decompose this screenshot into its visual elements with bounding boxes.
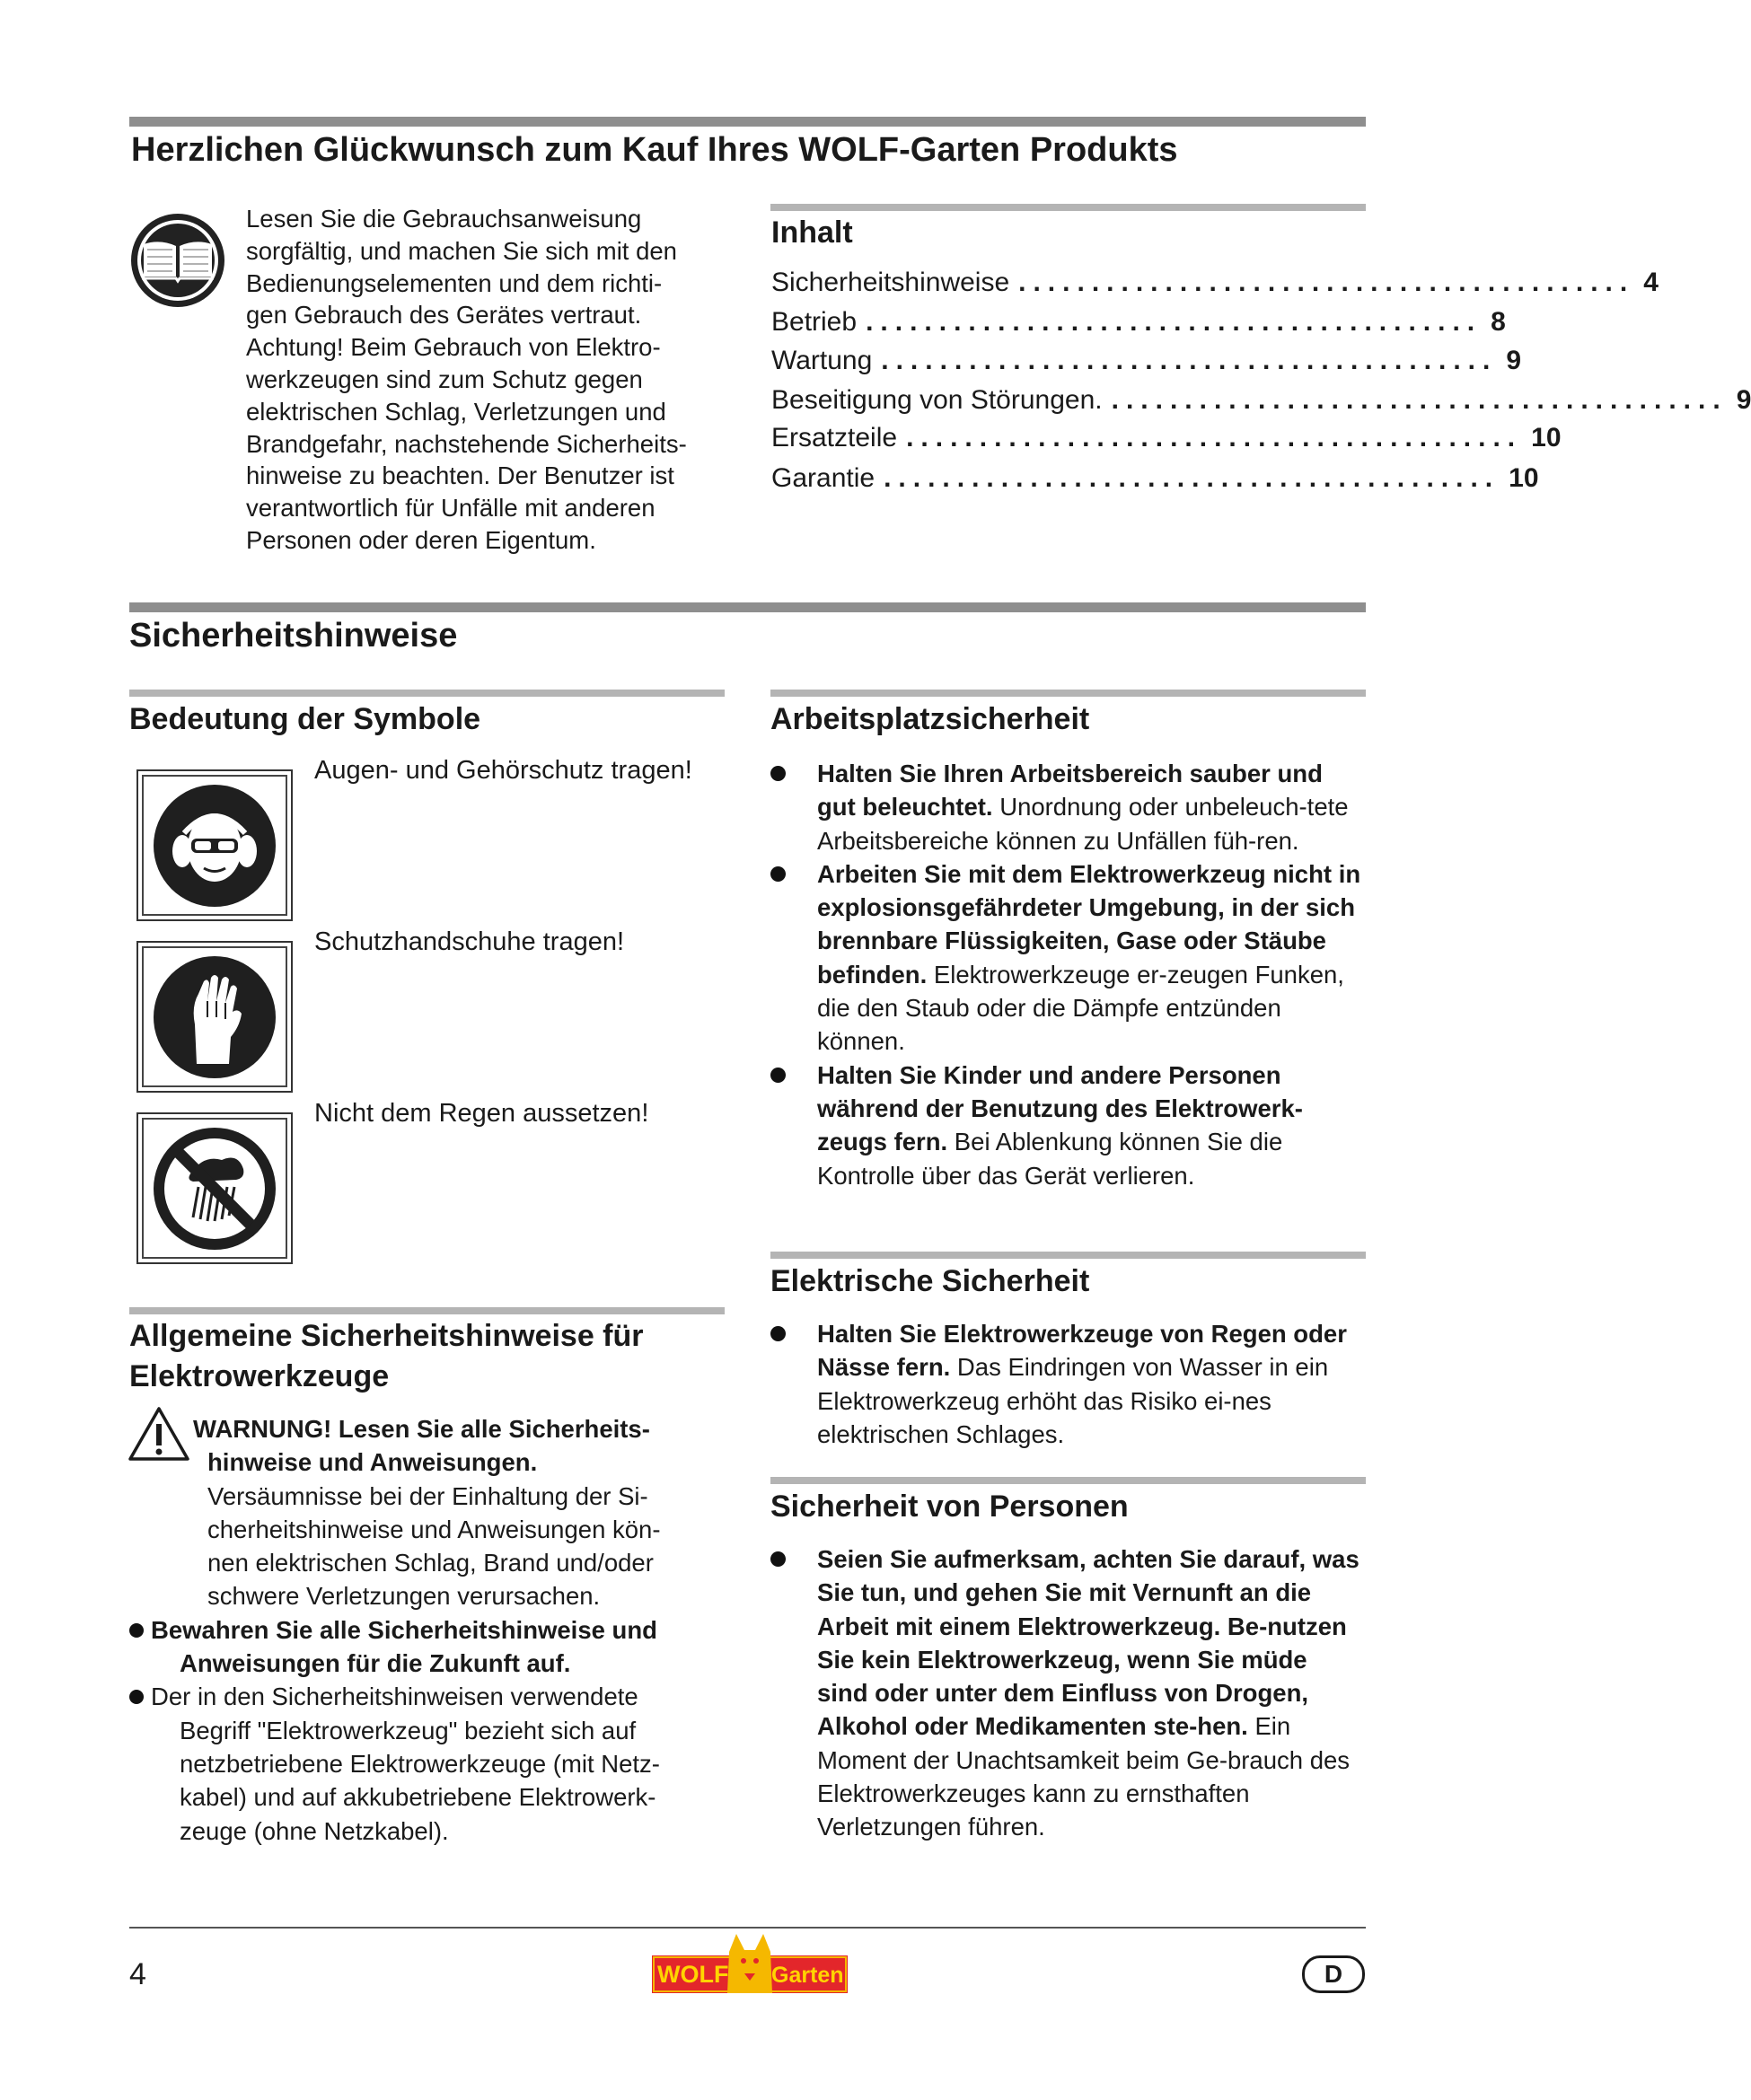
toc-item[interactable]: Betrieb .......................................... 8 — [771, 307, 1506, 337]
toc-item[interactable]: Garantie .......................................... 10 — [771, 463, 1539, 493]
list-item: Der in den Sicherheitshinweisen verwendete — [129, 1680, 722, 1713]
list-item: Halten Sie Elektrowerkzeuge von Regen oder Nässe fern. Das Eindringen von Wasser in ein Elektrowerkzeug erhöht das Risiko ei-nes elektrischen Schlages. — [770, 1317, 1363, 1451]
toc-item[interactable]: Wartung .......................................... 9 — [771, 346, 1522, 375]
table-of-contents — [771, 268, 1751, 501]
toc-item[interactable]: Sicherheitshinweise .......................................... 4 — [771, 268, 1659, 297]
general-list: WARNUNG! Lesen Sie alle Sicherheits- hinweise und Anweisungen. Versäumnisse bei der Einhaltung der Si- cherheitshinweise und Anweisungen kön- nen elektrischen Schlag, Brand und/oder schwere Verletzungen verursachen. Bewahren Sie alle Sicherheitshinweise und Anweisungen für die Zukunft auf. Der in den Sicherheitshinweisen verwendete Begriff "Elektrowerkzeug" bezieht sich auf netzbetriebene Elektrowerkzeuge (mit Netz- kabel) und auf akkubetriebene Elektrowerk- zeuge (ohne Netzkabel). — [129, 1412, 722, 1848]
ear-eye-protection-icon — [136, 769, 293, 921]
intro-text: Lesen Sie die Gebrauchsanweisung sorgfältig, und machen Sie sich mit den Bedienungselementen und dem richti- gen Gebrauch des Gerätes vertraut. Achtung! Beim Gebrauch von Elektro- werkzeugen sind zum Schutz gegen elektrischen Schlag, Verletzungen und Brandgefahr, nachstehende Sicherheits- hinweise zu beachten. Der Benutzer ist verantwortlich für Unfälle mit anderen Personen oder deren Eigentum. — [246, 205, 687, 554]
symbol-label: Schutzhandschuhe tragen! — [314, 927, 625, 956]
section-rule — [129, 602, 1366, 612]
section-title: Sicherheitshinweise — [129, 617, 458, 655]
language-badge: D — [1302, 1955, 1365, 1993]
no-rain-icon — [136, 1112, 293, 1264]
electrical-rule — [770, 1252, 1366, 1259]
persons-rule — [770, 1477, 1366, 1484]
general-heading: Allgemeine Sicherheitshinweise für — [129, 1319, 644, 1353]
footer-rule — [129, 1927, 1366, 1929]
symbols-rule — [129, 690, 725, 697]
general-rule — [129, 1307, 725, 1314]
list-item: Bewahren Sie alle Sicherheitshinweise und — [129, 1613, 722, 1647]
list-item: Seien Sie aufmerksam, achten Sie darauf, was Sie tun, und gehen Sie mit Vernunft an die Arbeit mit einem Elektrowerkzeug. Be-nutzen Sie kein Elektrowerkzeug, wenn Sie müde sind oder unter dem Einfluss von Drogen, Alkohol oder Medikamenten ste-hen. Ein Moment der Unachtsamkeit beim Ge-brauch des Elektrowerkzeuges kann zu ernsthaften Verletzungen führen. — [770, 1542, 1363, 1844]
workplace-heading: Arbeitsplatzsicherheit — [770, 702, 1090, 736]
toc-rule — [770, 204, 1366, 211]
toc-heading: Inhalt — [771, 215, 853, 250]
toc-item[interactable]: Ersatzteile .......................................... 10 — [771, 423, 1562, 453]
protective-gloves-icon — [136, 941, 293, 1093]
wolf-garten-logo: WOLF Garten — [652, 1930, 848, 1997]
toc-item[interactable]: Beseitigung von Störungen. .......................................... 9 — [771, 385, 1751, 415]
list-item: Halten Sie Kinder und andere Personen während der Benutzung des Elektrowerk-zeugs fern. Bei Ablenkung können Sie die Kontrolle über das Gerät verlieren. — [770, 1059, 1363, 1192]
symbol-label: Augen- und Gehörschutz tragen! — [314, 756, 692, 785]
symbols-heading: Bedeutung der Symbole — [129, 702, 481, 736]
electrical-list — [770, 1317, 1363, 1451]
symbol-label: Nicht dem Regen aussetzen! — [314, 1099, 649, 1128]
list-item: Arbeiten Sie mit dem Elektrowerkzeug nicht in explosionsgefährdeter Umgebung, in der sich brennbare Flüssigkeiten, Gase oder Stäube befinden. Elektrowerkzeuge er-zeugen Funken, die den Staub oder die Dämpfe entzünden können. — [770, 857, 1363, 1059]
page-number: 4 — [129, 1957, 146, 1991]
workplace-list — [770, 757, 1363, 1192]
list-item: Halten Sie Ihren Arbeitsbereich sauber und gut beleuchtet. Unordnung oder unbeleuch-tete Arbeitsbereiche können zu Unfällen füh-ren. — [770, 757, 1363, 857]
general-heading: Elektrowerkzeuge — [129, 1359, 390, 1393]
persons-heading: Sicherheit von Personen — [770, 1489, 1129, 1524]
workplace-rule — [770, 690, 1366, 697]
electrical-heading: Elektrische Sicherheit — [770, 1264, 1090, 1298]
top-rule — [129, 117, 1366, 127]
persons-list — [770, 1542, 1363, 1844]
page-title: Herzlichen Glückwunsch zum Kauf Ihres WOLF-Garten Produkts — [131, 131, 1178, 169]
book-icon — [129, 212, 226, 309]
